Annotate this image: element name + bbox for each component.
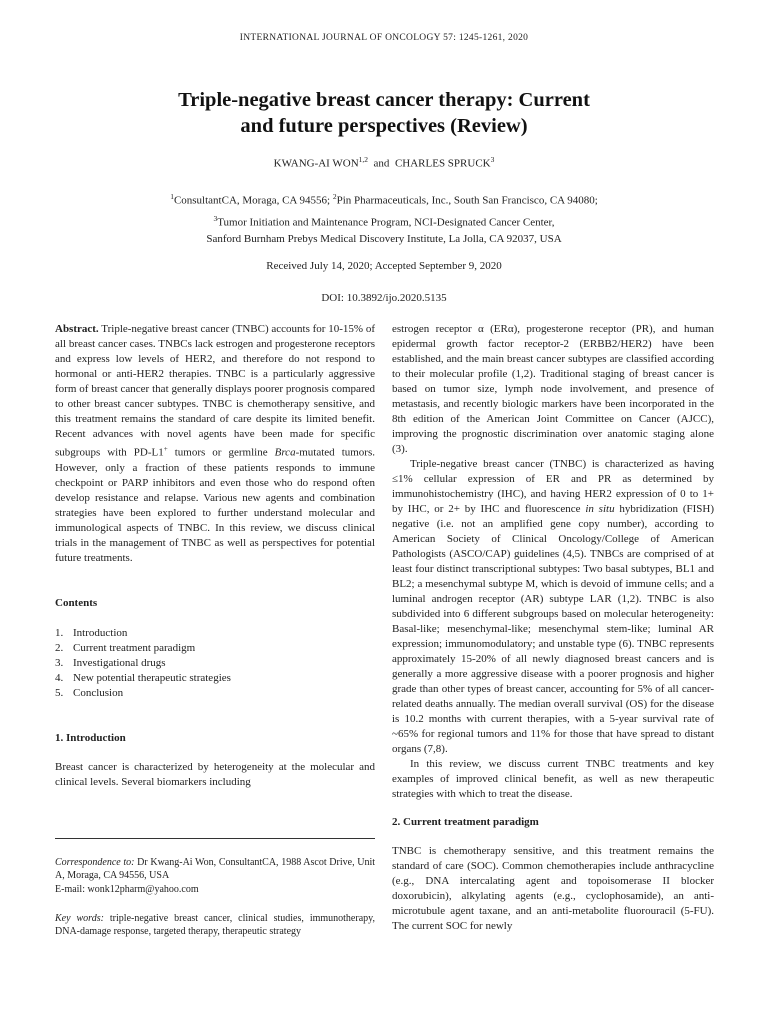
abstract-text: Triple-negative breast cancer (TNBC) accounts for 10-15% of all breast cancer cases. TNBCs lack estrogen and progesterone receptors and express low levels of HER2, and therefore do not respond to hormonal or anti-HER2 therapies. TNBC is a particularly aggressive form of breast cancer that generally displays poorer prognosis compared to other breast cancer subtypes. TNBC is chemotherapy sensitive, and this treatment remains the standard of care despite its limited benefit. Recent advances with novel agents have been made for specific subgroups with PD-L1 bbox=[55, 323, 375, 459]
title-line-1: Triple-negative breast cancer therapy: Current bbox=[178, 89, 590, 111]
contents-num: 3. bbox=[55, 656, 64, 669]
author-and: and bbox=[373, 157, 390, 170]
keywords-label: Key words: bbox=[55, 913, 104, 924]
section-2-heading: 2. Current treatment paradigm bbox=[392, 816, 539, 828]
footnote-divider bbox=[55, 838, 375, 839]
affiliation-line-1 bbox=[84, 188, 684, 210]
correspondence bbox=[55, 856, 375, 896]
left-column bbox=[55, 322, 375, 790]
contents-heading: Contents bbox=[55, 596, 98, 609]
correspondence-text: Dr Kwang-Ai Won, ConsultantCA, 1988 Ascot Drive, Unit A, Moraga, CA 94556, USA bbox=[55, 857, 375, 882]
abstract-italic: Brca bbox=[274, 446, 296, 459]
affiliations bbox=[84, 188, 684, 248]
affiliation-text: Pin Pharmaceuticals, Inc., South San Francisco, CA 94080; bbox=[336, 194, 598, 207]
abstract-sup: + bbox=[163, 445, 168, 453]
author-affil-sup: 3 bbox=[490, 155, 495, 164]
body-italic: in situ bbox=[585, 503, 615, 515]
contents-item[interactable] bbox=[55, 656, 375, 671]
author-name: CHARLES SPRUCK bbox=[394, 157, 491, 170]
abstract bbox=[55, 322, 375, 566]
body-paragraph bbox=[392, 457, 714, 757]
affiliation-text: ConsultantCA, Moraga, CA 94556; bbox=[173, 194, 331, 207]
article-title bbox=[84, 87, 684, 139]
body-paragraph: estrogen receptor α (ERα), progesterone receptor (PR), and human epidermal growth factor receptor-2 (ERBB2/HER2) have been established, and the main breast cancer subtypes are classified according to their molecular profile (1,2). Traditional staging of breast cancer is based on tumor size, lymph node involvement, and presence of metastasis, and recently biologic markers have been incorporated in the 8th edition of the American Joint Committee on Cancer (AJCC), improving the prognostic discrimination over anatomic staging alone (3). bbox=[392, 323, 714, 455]
abstract-text: -mutated tumors. However, only a fraction of these patients responds to immune checkpoint or PARP inhibitors and even those who do respond often develop resistance and relapse. Various new agents and combination strategies have been explored to further understand molecular and immunological aspects of TNBC. In this review, we discuss clinical trials in the management of TNBC as well as perspectives for potential future treatments. bbox=[55, 446, 375, 564]
contents-num: 2. bbox=[55, 641, 64, 654]
contents-item[interactable] bbox=[55, 686, 375, 701]
body-paragraph: In this review, we discuss current TNBC treatments and key examples of improved clinical benefit, as well as new therapeutic strategies with which to treat the disease. bbox=[392, 758, 714, 800]
contents-num: 5. bbox=[55, 686, 64, 699]
contents-label: Introduction bbox=[73, 626, 128, 639]
title-line-2: and future perspectives (Review) bbox=[240, 115, 528, 137]
abstract-label: Abstract. bbox=[55, 323, 99, 335]
body-text: hybridization (FISH) negative (i.e. not an amplified gene copy number), according to American Society of Clinical Oncology/College of American Pathologists (ASCO/CAP) guidelines (4,5). TNBCs are comprised of at least four distinct transcriptional subtypes: Two basal subtypes, BL1 and BL2; a mesenchymal subtype M, which is devoid of immune cells; and a luminal androgen receptor (AR) subtype LAR (1,2). TNBC is also subdivided into 6 different subgroups based on molecular heterogeneity: Basal-like; mesenchymal-like; mesenchymal stem-like; luminal AR expression; immunomodulatory; and unstable type (6). TNBC represents approximately 15-20% of all newly diagnosed breast cancers and is generally a more aggressive disease with a poorer prognosis and higher grade than other types of breast cancer, accounting for 5% of all cancer-related deaths annually. The median overall survival (OS) for the disease is 10.2 months with current therapies, with a 5-year survival rate of ~65% for regional tumors and 11% for those that have spread to distant organs (7,8). bbox=[392, 503, 714, 755]
body-text: Triple-negative breast cancer (TNBC) is characterized as having ≤1% cellular expression of ER and PR as determined by immunohistochemistry (IHC), and having HER2 expression of 0 to 1+ by IHC, or 2+ by IHC and fluorescence bbox=[392, 458, 714, 515]
received-dates: Received July 14, 2020; Accepted September 9, 2020 bbox=[266, 260, 502, 272]
intro-heading: 1. Introduction bbox=[55, 731, 126, 744]
contents-num: 1. bbox=[55, 626, 64, 639]
correspondence-label: Correspondence to: bbox=[55, 857, 135, 868]
affil-sup: 3 bbox=[213, 213, 218, 223]
contents-item[interactable] bbox=[55, 626, 375, 641]
journal-header: INTERNATIONAL JOURNAL OF ONCOLOGY 57: 1245-1261, 2020 bbox=[239, 33, 529, 43]
body-paragraph: TNBC is chemotherapy sensitive, and this treatment remains the standard of care (SOC). Common chemotherapies include anthracycline (e.g., DNA intercalating agent and topoisomerase II blocker doxorubicin), alkylating agents (e.g., cyclophosamide), an anti-microtubule agent taxane, and an anti-metabolite fluorouracil (5-FU). The current SOC for newly bbox=[392, 845, 714, 932]
contents-label: Investigational drugs bbox=[73, 656, 166, 669]
contents-num: 4. bbox=[55, 671, 64, 684]
right-column bbox=[392, 322, 714, 934]
affil-sup: 1 bbox=[170, 192, 174, 201]
contents-label: Conclusion bbox=[73, 686, 124, 699]
contents-list bbox=[55, 626, 375, 701]
author-list bbox=[0, 155, 768, 170]
contents-item[interactable] bbox=[55, 671, 375, 686]
affiliation-text: Tumor Initiation and Maintenance Program, NCI-Designated Cancer Center, bbox=[217, 216, 555, 229]
contents-item[interactable] bbox=[55, 641, 375, 656]
doi[interactable]: DOI: 10.3892/ijo.2020.5135 bbox=[321, 292, 447, 304]
affiliation-line-3: Sanford Burnham Prebys Medical Discovery Institute, La Jolla, CA 92037, USA bbox=[206, 233, 562, 246]
keywords bbox=[55, 912, 375, 939]
intro-paragraph: Breast cancer is characterized by heterogeneity at the molecular and clinical levels. Several biomarkers including bbox=[55, 760, 375, 788]
affil-sup: 2 bbox=[332, 192, 337, 201]
keywords-text: triple-negative breast cancer, clinical studies, immunotherapy, DNA-damage response, targeted therapy, therapeutic strategy bbox=[55, 913, 375, 938]
abstract-text: tumors or germline bbox=[167, 446, 275, 459]
contents-label: New potential therapeutic strategies bbox=[73, 671, 231, 684]
correspondence-email[interactable]: E-mail: wonk12pharm@yahoo.com bbox=[55, 883, 199, 895]
author-name: KWANG-AI WON bbox=[273, 157, 359, 170]
contents-label: Current treatment paradigm bbox=[73, 641, 196, 654]
affiliation-line-2 bbox=[84, 210, 684, 232]
author-affil-sup: 1,2 bbox=[358, 155, 369, 164]
